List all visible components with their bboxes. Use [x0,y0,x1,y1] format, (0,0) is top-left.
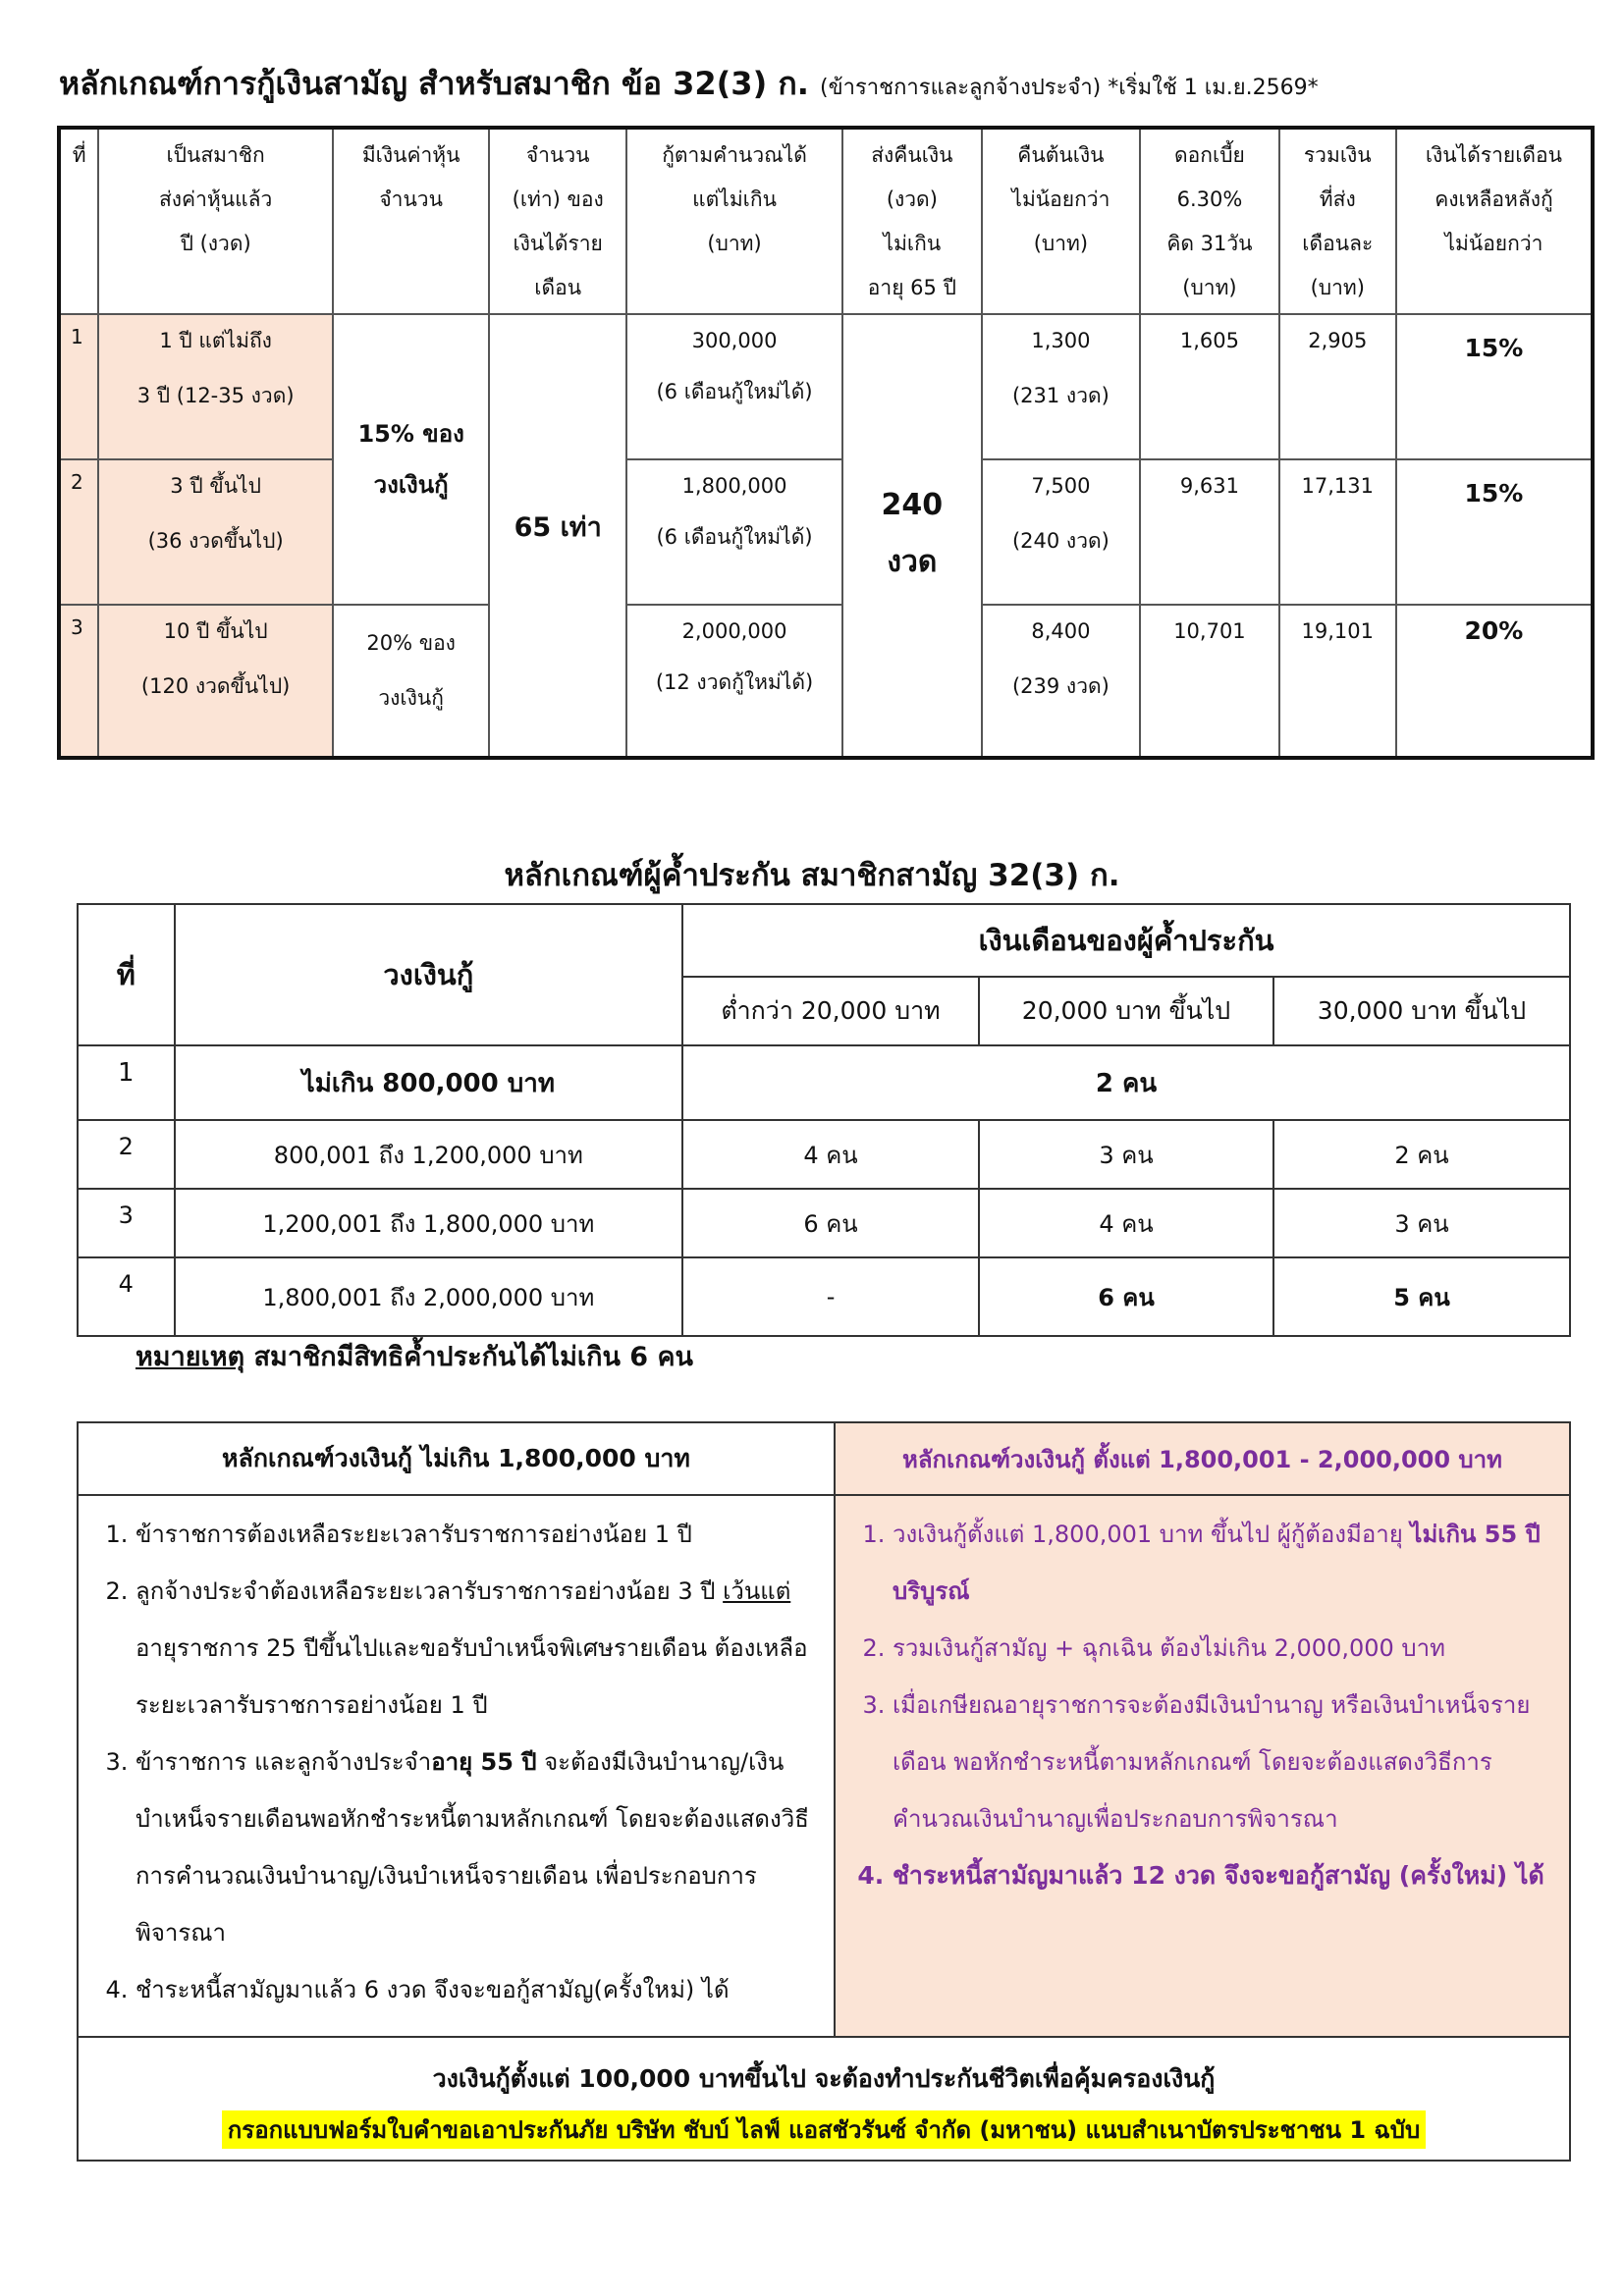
table-row [59,605,1593,758]
table-row [78,1045,1570,1120]
loan-range-cell: 1,800,001 ถึง 2,000,000 บาท [175,1257,682,1336]
row-number: 1 [59,314,98,459]
table-row [78,1120,1570,1189]
loan-range-cell: 800,001 ถึง 1,200,000 บาท [175,1120,682,1189]
header-cell-shares: มีเงินค่าหุ้น จำนวน [333,128,490,314]
guarantor-count-cell: 3 คน [1273,1189,1570,1257]
guarantor-count-cell: - [682,1257,979,1336]
total-cell: 19,101 [1279,605,1396,758]
loan-range-cell: ไม่เกิน 800,000 บาท [175,1045,682,1120]
membership-cell: 10 ปี ขึ้นไป (120 งวดขึ้นไป) [98,605,332,758]
header-cell-no: ที่ [78,904,175,1045]
header-cell-loan-limit: วงเงินกู้ [175,904,682,1045]
list-item: 3. เมื่อเกษียณอายุราชการจะต้องมีเงินบำนาญ หรือเงินบำเหน็จรายเดือน พอหักชำระหนี้ตามหลักเกณฑ์ โดยจะต้องแสดงวิธีการคำนวณเงินบำนาญเพื่อประกอบการพิจารณา [893,1677,1569,1847]
principal-cell: 1,300 (231 งวด) [982,314,1141,459]
loan-range-cell: 1,200,001 ถึง 1,800,000 บาท [175,1189,682,1257]
row-number: 4 [78,1257,175,1336]
remaining-cell: 15% [1396,314,1593,459]
criteria-row [78,1495,1570,2037]
table-row [59,459,1593,605]
header-cell-principal: คืนต้นเงิน ไม่น้อยกว่า (บาท) [982,128,1141,314]
list-item: 4. ชำระหนี้สามัญมาแล้ว 6 งวด จึงจะขอกู้สามัญ(ครั้งใหม่) ได้ [135,1961,834,2018]
share-requirement-cell: 15% ของ วงเงินกู้ [333,314,490,605]
loan-criteria-table [57,126,1595,760]
header-cell-multiplier: จำนวน (เท่า) ของ เงินได้ราย เดือน [489,128,625,314]
title-main: หลักเกณฑ์การกู้เงินสามัญ สำหรับสมาชิก ข้อ 32(3) ก. [59,65,809,102]
table-row [78,1189,1570,1257]
header-row [78,1422,1570,1495]
header-row [59,128,1593,314]
multiplier-cell: 65 เท่า [489,314,625,758]
guarantor-count-cell: 4 คน [979,1189,1273,1257]
interest-cell: 9,631 [1140,459,1278,605]
installments-cell: 240 งวด [842,314,981,758]
row-number: 3 [59,605,98,758]
header-cell-loan-limit: กู้ตามคำนวณได้ แต่ไม่เกิน (บาท) [626,128,842,314]
membership-cell: 3 ปี ขึ้นไป (36 งวดขึ้นไป) [98,459,332,605]
salary-band-cell: ต่ำกว่า 20,000 บาท [682,977,979,1045]
guarantor-count-cell: 2 คน [682,1045,1570,1120]
header-cell-no: ที่ [59,128,98,314]
table-row [78,1257,1570,1336]
list-item: 4. ชำระหนี้สามัญมาแล้ว 12 งวด จึงจะขอกู้สามัญ (ครั้งใหม่) ได้ [893,1847,1569,1904]
remark-label: หมายเหตุ [135,1342,245,1372]
principal-cell: 7,500 (240 งวด) [982,459,1141,605]
list-item: 2. รวมเงินกู้สามัญ + ฉุกเฉิน ต้องไม่เกิน 2,000,000 บาท [893,1620,1569,1677]
guarantor-count-cell: 4 คน [682,1120,979,1189]
header-cell-membership: เป็นสมาชิก ส่งค่าหุ้นแล้ว ปี (งวด) [98,128,332,314]
total-cell: 2,905 [1279,314,1396,459]
list-item: 2. ลูกจ้างประจำต้องเหลือระยะเวลารับราชการอย่างน้อย 3 ปี เว้นแต่อายุราชการ 25 ปีขึ้นไปและขอรับบำเหน็จพิเศษรายเดือน ต้องเหลือระยะเวลารับราชการอย่างน้อย 1 ปี [135,1563,834,1734]
guarantor-count-cell: 5 คน [1273,1257,1570,1336]
row-number: 2 [59,459,98,605]
guarantor-table [77,903,1571,1337]
left-criteria-title: หลักเกณฑ์วงเงินกู้ ไม่เกิน 1,800,000 บาท [78,1422,835,1495]
list-item: 1. ข้าราชการต้องเหลือระยะเวลารับราชการอย่างน้อย 1 ปี [135,1506,834,1563]
header-cell-salary: เงินเดือนของผู้ค้ำประกัน [682,904,1570,977]
row-number: 1 [78,1045,175,1120]
interest-cell: 10,701 [1140,605,1278,758]
remaining-cell: 15% [1396,459,1593,605]
header-cell-total: รวมเงิน ที่ส่ง เดือนละ (บาท) [1279,128,1396,314]
salary-band-cell: 20,000 บาท ขึ้นไป [979,977,1273,1045]
guarantor-count-cell: 6 คน [682,1189,979,1257]
title-subtitle: (ข้าราชการและลูกจ้างประจำ) *เริ่มใช้ 1 เม.ย.2569* [820,76,1319,100]
loan-limit-cell: 2,000,000 (12 งวดกู้ใหม่ได้) [626,605,842,758]
list-item: 3. ข้าราชการ และลูกจ้างประจำอายุ 55 ปี จะต้องมีเงินบำนาญ/เงินบำเหน็จรายเดือนพอหักชำระหนี้ตามหลักเกณฑ์ โดยจะต้องแสดงวิธีการคำนวณเงินบำนาญ/เงินบำเหน็จรายเดือน เพื่อประกอบการพิจารณา [135,1734,834,1961]
loan-limit-criteria-table [77,1421,1571,2162]
guarantor-count-cell: 3 คน [979,1120,1273,1189]
insurance-note [78,2037,1570,2161]
right-criteria-list [835,1495,1570,2037]
principal-cell: 8,400 (239 งวด) [982,605,1141,758]
loan-limit-cell: 1,800,000 (6 เดือนกู้ใหม่ได้) [626,459,842,605]
loan-limit-cell: 300,000 (6 เดือนกู้ใหม่ได้) [626,314,842,459]
remark [135,1335,693,1377]
interest-cell: 1,605 [1140,314,1278,459]
guarantor-count-cell: 2 คน [1273,1120,1570,1189]
guarantor-count-cell: 6 คน [979,1257,1273,1336]
footer-row [78,2037,1570,2161]
table-row [59,314,1593,459]
list-item: 1. วงเงินกู้ตั้งแต่ 1,800,001 บาท ขึ้นไป ผู้กู้ต้องมีอายุ ไม่เกิน 55 ปี บริบูรณ์ [893,1506,1569,1620]
left-criteria-list [78,1495,835,2037]
header-cell-installments: ส่งคืนเงิน (งวด) ไม่เกิน อายุ 65 ปี [842,128,981,314]
row-number: 2 [78,1120,175,1189]
header-cell-remaining: เงินได้รายเดือน คงเหลือหลังกู้ ไม่น้อยกว่า [1396,128,1593,314]
row-number: 3 [78,1189,175,1257]
guarantor-title: หลักเกณฑ์ผู้ค้ำประกัน สมาชิกสามัญ 32(3) ก. [504,858,1120,893]
remark-text: สมาชิกมีสิทธิค้ำประกันได้ไม่เกิน 6 คน [244,1342,694,1372]
header-cell-interest: ดอกเบี้ย 6.30% คิด 31วัน (บาท) [1140,128,1278,314]
insurance-form-highlight: กรอกแบบฟอร์มใบคำขอเอาประกันภัย บริษัท ชับบ์ ไลฟ์ แอสชัวรันซ์ จำกัด (มหาชน) แนบสำเนาบัตรประชาชน 1 ฉบับ [222,2110,1426,2149]
header-row [78,904,1570,977]
remaining-cell: 20% [1396,605,1593,758]
page-title [59,59,1591,109]
total-cell: 17,131 [1279,459,1396,605]
right-criteria-title: หลักเกณฑ์วงเงินกู้ ตั้งแต่ 1,800,001 - 2,000,000 บาท [835,1422,1570,1495]
insurance-requirement: วงเงินกู้ตั้งแต่ 100,000 บาทขึ้นไป จะต้องทำประกันชีวิตเพื่อคุ้มครองเงินกู้ [432,2064,1216,2093]
salary-band-cell: 30,000 บาท ขึ้นไป [1273,977,1570,1045]
share-requirement-cell: 20% ของ วงเงินกู้ [333,605,490,758]
membership-cell: 1 ปี แต่ไม่ถึง 3 ปี (12-35 งวด) [98,314,332,459]
